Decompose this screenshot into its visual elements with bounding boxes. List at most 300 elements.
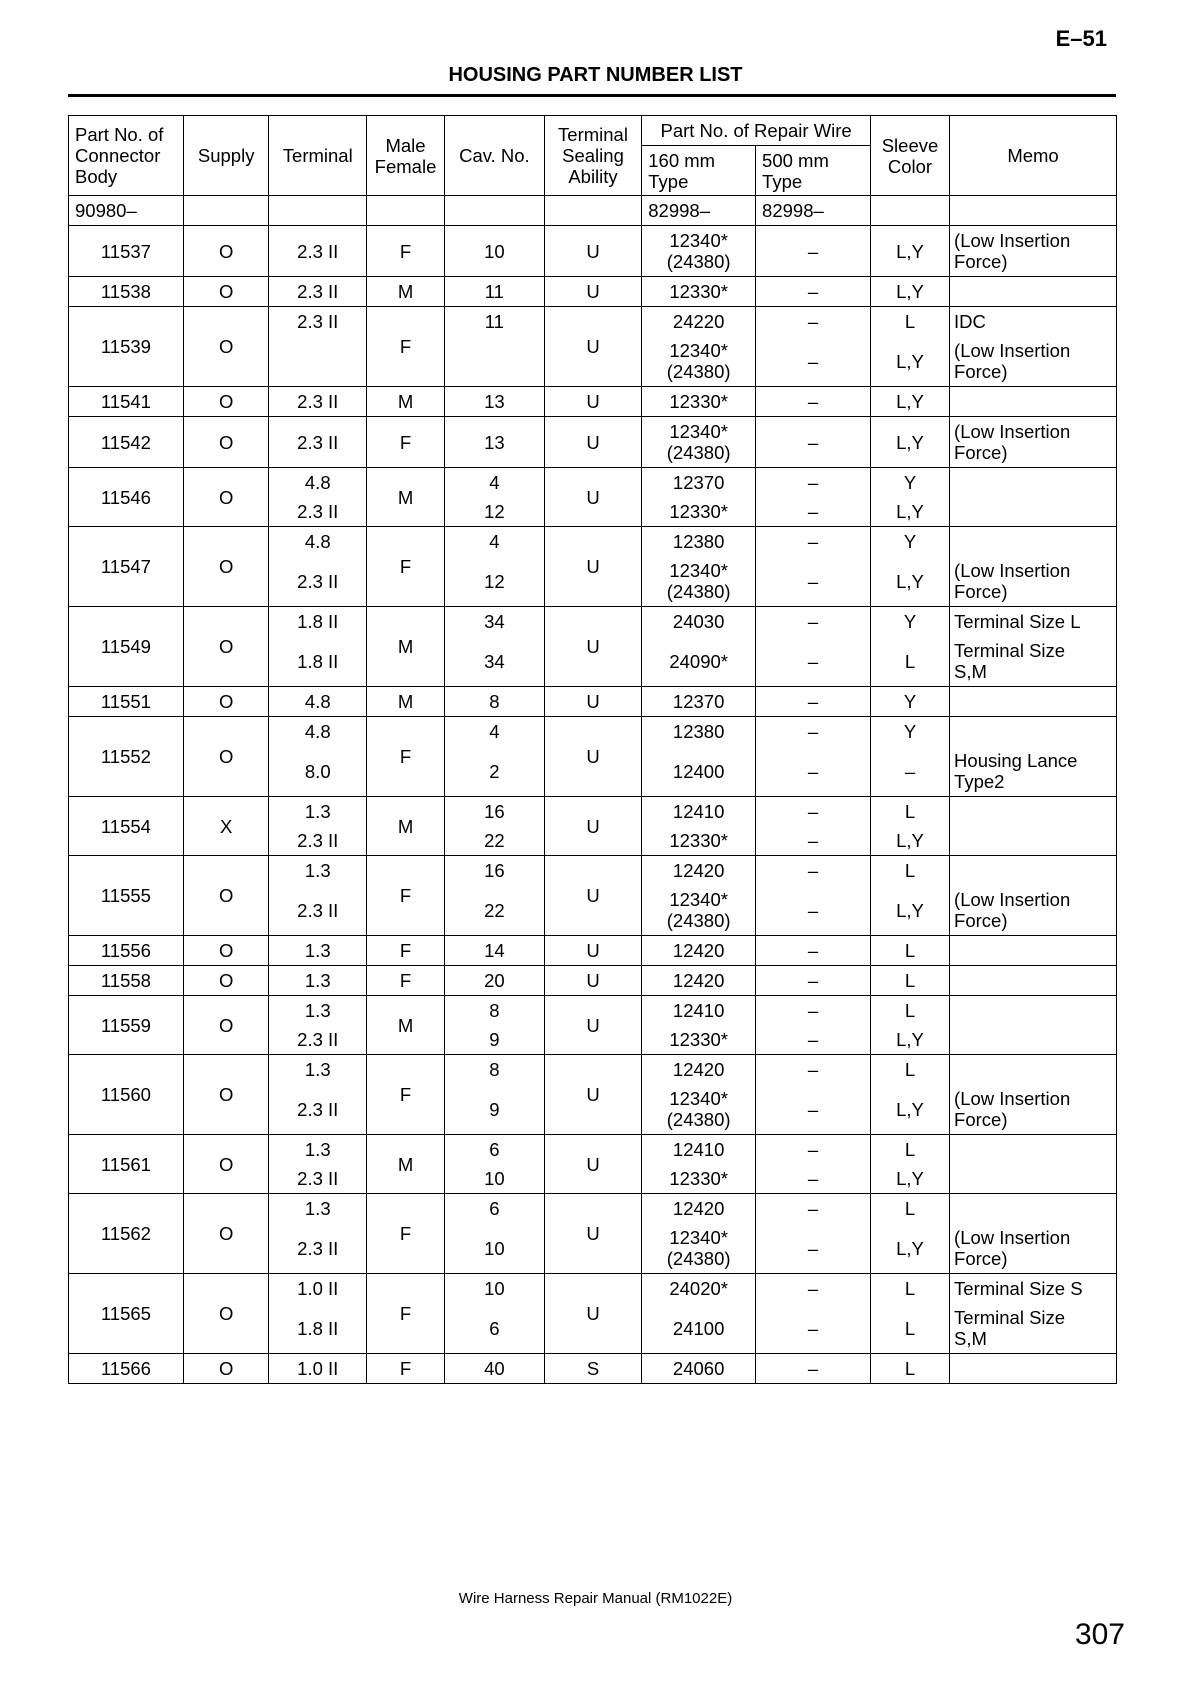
memo [954, 1025, 1112, 1054]
table-row [69, 307, 1117, 387]
wire-160: 24090* [669, 650, 728, 672]
terminal-cell [269, 687, 367, 717]
male-female: M [367, 1135, 445, 1194]
male-female: M [367, 277, 445, 307]
wire-500: – [807, 611, 819, 632]
wire-160: 12410 [672, 1000, 725, 1021]
male-female: M [367, 996, 445, 1055]
terminal: 2.3 II [297, 899, 339, 921]
sleeve-color: L [904, 1358, 916, 1379]
page-number: 307 [1074, 1618, 1125, 1651]
title-rule [68, 94, 1116, 97]
male-female: M [367, 687, 445, 717]
terminal-cell [269, 307, 367, 387]
cav-no: 22 [484, 830, 505, 851]
wire-160-cell [642, 1194, 756, 1274]
wire-500: – [807, 431, 819, 453]
memo [954, 687, 1112, 716]
table-row [69, 687, 1117, 717]
cav-no: 13 [484, 431, 505, 453]
wire-160: 12340* (24380) [666, 560, 731, 602]
terminal-cell [269, 607, 367, 687]
wire-160: 12330* [669, 1029, 728, 1050]
prefix-cell [183, 196, 269, 226]
terminal: 1.0 II [297, 1358, 339, 1379]
wire-500: – [807, 1059, 819, 1080]
terminal: 1.8 II [297, 1317, 339, 1339]
memo: Terminal Size S,M [954, 1307, 1066, 1349]
table-row [69, 936, 1117, 966]
wire-500-cell [756, 527, 871, 607]
wire-160: 12340* (24380) [666, 889, 731, 931]
terminal-cell [269, 966, 367, 996]
housing-part-table [68, 115, 1117, 1384]
wire-160-prefix: 82998– [642, 196, 756, 226]
male-female: M [367, 468, 445, 527]
memo: Terminal Size S [954, 1278, 1083, 1299]
sealing-ability: U [544, 1135, 642, 1194]
terminal: 2.3 II [297, 570, 339, 592]
wire-500-cell [756, 607, 871, 687]
wire-160-cell [642, 417, 756, 468]
terminal: 8.0 [304, 760, 331, 782]
cav-no-cell [445, 856, 545, 936]
part-number: 11549 [69, 607, 184, 687]
wire-500: – [807, 311, 819, 332]
supply: O [183, 417, 269, 468]
cav-no-cell [445, 1135, 545, 1194]
terminal-cell [269, 527, 367, 607]
wire-500: – [807, 1139, 819, 1160]
cav-no: 6 [489, 1317, 500, 1339]
memo-cell [950, 226, 1117, 277]
terminal: 4.8 [304, 691, 331, 712]
wire-160: 12340* (24380) [666, 340, 731, 382]
male-female: F [367, 966, 445, 996]
male-female: M [367, 607, 445, 687]
sealing-ability: U [544, 1055, 642, 1135]
memo [954, 1135, 1112, 1164]
sleeve-color: L,Y [896, 1237, 924, 1259]
memo-cell [950, 996, 1117, 1055]
wire-160-cell [642, 936, 756, 966]
header-memo: Memo [950, 116, 1117, 196]
memo: (Low Insertion Force) [954, 1088, 1071, 1130]
wire-500: – [807, 940, 819, 961]
sealing-ability: U [544, 387, 642, 417]
sleeve-color: L [904, 1059, 916, 1080]
table-row [69, 1055, 1117, 1135]
wire-160-cell [642, 1055, 756, 1135]
footer-manual: Wire Harness Repair Manual (RM1022E) [458, 1590, 733, 1607]
sleeve-color: L,Y [896, 240, 924, 262]
sleeve-color: L [904, 1317, 916, 1339]
wire-500-cell [756, 468, 871, 527]
sleeve-color: L,Y [896, 830, 924, 851]
memo-cell [950, 387, 1117, 417]
memo-cell [950, 687, 1117, 717]
header-supply: Supply [183, 116, 269, 196]
wire-160-cell [642, 996, 756, 1055]
cav-no-cell [445, 1055, 545, 1135]
part-number: 11558 [69, 966, 184, 996]
prefix-cell [367, 196, 445, 226]
part-number: 11561 [69, 1135, 184, 1194]
cav-no-cell [445, 277, 545, 307]
supply: O [183, 687, 269, 717]
sleeve-color-cell [870, 527, 949, 607]
sealing-ability: U [544, 856, 642, 936]
sealing-ability: U [544, 307, 642, 387]
wire-160-cell [642, 1135, 756, 1194]
male-female: F [367, 226, 445, 277]
sealing-ability: U [544, 797, 642, 856]
wire-500: – [807, 281, 819, 302]
memo-cell [950, 1274, 1117, 1354]
table-row [69, 1194, 1117, 1274]
memo-cell [950, 307, 1117, 387]
sleeve-color-cell [870, 687, 949, 717]
terminal-cell [269, 1135, 367, 1194]
wire-160: 24220 [672, 311, 725, 332]
wire-500: – [807, 650, 819, 672]
male-female: F [367, 936, 445, 966]
memo [954, 497, 1112, 526]
sealing-ability: U [544, 936, 642, 966]
wire-500: – [807, 721, 819, 742]
wire-160: 12410 [672, 1139, 725, 1160]
cav-no-cell [445, 468, 545, 527]
sleeve-color: L [904, 1000, 916, 1021]
memo: (Low Insertion Force) [954, 889, 1071, 931]
wire-500: – [807, 760, 819, 782]
wire-500-cell [756, 1194, 871, 1274]
cav-no-cell [445, 687, 545, 717]
terminal-cell [269, 856, 367, 936]
section-code: E–51 [1055, 26, 1107, 51]
sleeve-color: L,Y [896, 350, 924, 372]
wire-160-cell [642, 307, 756, 387]
sealing-ability: U [544, 966, 642, 996]
supply: O [183, 1135, 269, 1194]
sleeve-color-cell [870, 607, 949, 687]
sleeve-color-cell [870, 856, 949, 936]
terminal: 4.8 [304, 531, 331, 552]
wire-160: 12330* [669, 1168, 728, 1189]
sleeve-color-cell [870, 996, 949, 1055]
male-female: F [367, 717, 445, 797]
wire-500: – [807, 1198, 819, 1219]
cav-no: 34 [484, 611, 505, 632]
header-wire-160: 160 mm Type [642, 146, 756, 196]
memo-cell [950, 417, 1117, 468]
memo: (Low Insertion Force) [954, 1227, 1071, 1269]
sleeve-color: L [904, 1278, 916, 1299]
cav-no [449, 336, 540, 386]
sleeve-color-cell [870, 966, 949, 996]
memo [954, 996, 1112, 1025]
sealing-ability: S [544, 1354, 642, 1384]
cav-no: 11 [484, 281, 504, 302]
wire-500-cell [756, 226, 871, 277]
memo [954, 717, 1112, 746]
table-row [69, 527, 1117, 607]
table-row [69, 856, 1117, 936]
wire-500-cell [756, 387, 871, 417]
wire-500-prefix: 82998– [756, 196, 871, 226]
supply: O [183, 966, 269, 996]
wire-500-cell [756, 996, 871, 1055]
terminal-cell [269, 417, 367, 468]
sleeve-color: L,Y [896, 570, 924, 592]
terminal-cell [269, 226, 367, 277]
terminal: 1.3 [304, 1198, 331, 1219]
terminal: 2.3 II [297, 830, 339, 851]
wire-160: 24020* [669, 1278, 728, 1299]
wire-500-cell [756, 277, 871, 307]
page-title: HOUSING PART NUMBER LIST [448, 64, 743, 86]
memo [954, 797, 1112, 826]
sleeve-color: Y [903, 721, 917, 742]
sleeve-color: L [904, 801, 916, 822]
wire-160: 24060 [672, 1358, 725, 1379]
sleeve-color: L [904, 860, 916, 881]
wire-500: – [807, 970, 819, 991]
memo: IDC [954, 311, 986, 332]
cav-no: 8 [489, 1000, 500, 1021]
supply: O [183, 387, 269, 417]
wire-500: – [807, 1278, 819, 1299]
sealing-ability: U [544, 687, 642, 717]
part-number: 11565 [69, 1274, 184, 1354]
wire-160-cell [642, 468, 756, 527]
wire-500: – [807, 350, 819, 372]
wire-500: – [807, 801, 819, 822]
part-number: 11546 [69, 468, 184, 527]
header-wire-500: 500 mm Type [756, 146, 871, 196]
sleeve-color-cell [870, 307, 949, 387]
wire-500-cell [756, 687, 871, 717]
part-number: 11559 [69, 996, 184, 1055]
cav-no-cell [445, 387, 545, 417]
terminal: 1.3 [304, 940, 331, 961]
cav-no-cell [445, 996, 545, 1055]
supply: O [183, 607, 269, 687]
terminal: 2.3 II [297, 1098, 339, 1120]
header-male-female: Male Female [367, 116, 445, 196]
terminal-cell [269, 996, 367, 1055]
cav-no-cell [445, 1274, 545, 1354]
wire-500: – [807, 830, 819, 851]
wire-500-cell [756, 307, 871, 387]
wire-160: 12420 [672, 1198, 725, 1219]
terminal: 4.8 [304, 721, 331, 742]
male-female: F [367, 307, 445, 387]
male-female: F [367, 1194, 445, 1274]
terminal: 2.3 II [297, 281, 339, 302]
memo [954, 856, 1112, 885]
header-cav-no: Cav. No. [445, 116, 545, 196]
memo-cell [950, 468, 1117, 527]
cav-no: 13 [484, 391, 505, 412]
prefix-cell [544, 196, 642, 226]
male-female: F [367, 856, 445, 936]
part-number: 11556 [69, 936, 184, 966]
supply: O [183, 717, 269, 797]
cav-no-cell [445, 1194, 545, 1274]
cav-no: 20 [484, 970, 505, 991]
wire-500-cell [756, 936, 871, 966]
cav-no: 10 [484, 1168, 505, 1189]
memo-cell [950, 1055, 1117, 1135]
table-row [69, 717, 1117, 797]
memo [954, 936, 1112, 965]
supply: O [183, 856, 269, 936]
table-row [69, 966, 1117, 996]
wire-500-cell [756, 717, 871, 797]
male-female: M [367, 797, 445, 856]
sleeve-color-cell [870, 936, 949, 966]
header-part-no: Part No. of Connector Body [69, 116, 184, 196]
male-female: F [367, 1055, 445, 1135]
terminal-cell [269, 1274, 367, 1354]
wire-160: 12420 [672, 970, 725, 991]
male-female: M [367, 387, 445, 417]
memo [954, 826, 1112, 855]
cav-no: 12 [484, 570, 505, 592]
table-row [69, 797, 1117, 856]
cav-no: 10 [484, 240, 505, 262]
wire-500: – [807, 501, 819, 522]
sealing-ability: U [544, 277, 642, 307]
sleeve-color-cell [870, 1135, 949, 1194]
sleeve-color: L,Y [896, 281, 924, 302]
memo [954, 527, 1112, 556]
wire-160: 12330* [669, 501, 728, 522]
terminal: 2.3 II [297, 431, 339, 453]
cav-no-cell [445, 226, 545, 277]
terminal-cell [269, 1055, 367, 1135]
wire-500-cell [756, 1055, 871, 1135]
memo-cell [950, 1194, 1117, 1274]
part-number: 11552 [69, 717, 184, 797]
wire-500: – [807, 1000, 819, 1021]
cav-no-cell [445, 797, 545, 856]
terminal: 1.3 [304, 801, 331, 822]
terminal-cell [269, 468, 367, 527]
memo-cell [950, 936, 1117, 966]
sleeve-color-cell [870, 417, 949, 468]
memo: Terminal Size S,M [954, 640, 1066, 682]
supply: O [183, 226, 269, 277]
terminal: 4.8 [304, 472, 331, 493]
memo [954, 1354, 1112, 1383]
sealing-ability: U [544, 1194, 642, 1274]
terminal: 1.0 II [297, 1278, 339, 1299]
sleeve-color-cell [870, 1354, 949, 1384]
prefix-cell [870, 196, 949, 226]
supply: O [183, 277, 269, 307]
memo-cell [950, 797, 1117, 856]
table-row [69, 226, 1117, 277]
prefix-cell [445, 196, 545, 226]
wire-160: 12330* [669, 391, 728, 412]
sleeve-color-cell [870, 717, 949, 797]
sealing-ability: U [544, 417, 642, 468]
wire-160: 12340* (24380) [666, 1227, 731, 1269]
memo-cell [950, 607, 1117, 687]
memo: Terminal Size L [954, 611, 1081, 632]
sleeve-color: L,Y [896, 1029, 924, 1050]
wire-500: – [807, 472, 819, 493]
wire-160-cell [642, 277, 756, 307]
wire-160: 12420 [672, 860, 725, 881]
wire-500: – [807, 899, 819, 921]
wire-160: 12340* (24380) [666, 421, 731, 463]
part-number: 11551 [69, 687, 184, 717]
sleeve-color: L,Y [896, 899, 924, 921]
sleeve-color-cell [870, 797, 949, 856]
wire-160: 12380 [672, 531, 725, 552]
part-number: 11554 [69, 797, 184, 856]
cav-no-cell [445, 527, 545, 607]
header-sleeve: Sleeve Color [870, 116, 949, 196]
cav-no-cell [445, 1354, 545, 1384]
sealing-ability: U [544, 527, 642, 607]
wire-160: 12370 [672, 472, 725, 493]
header-terminal: Terminal [269, 116, 367, 196]
part-number: 11541 [69, 387, 184, 417]
table-row [69, 607, 1117, 687]
table-row [69, 387, 1117, 417]
prefix-cell [269, 196, 367, 226]
terminal: 1.8 II [297, 611, 339, 632]
cav-no: 22 [484, 899, 505, 921]
terminal-cell [269, 797, 367, 856]
memo-cell [950, 1135, 1117, 1194]
wire-160-cell [642, 856, 756, 936]
wire-500: – [807, 531, 819, 552]
wire-500-cell [756, 1135, 871, 1194]
sleeve-color: L [904, 1139, 916, 1160]
memo: (Low Insertion Force) [954, 560, 1071, 602]
part-number: 11566 [69, 1354, 184, 1384]
sleeve-color: Y [903, 691, 917, 712]
wire-160: 12420 [672, 1059, 725, 1080]
sealing-ability: U [544, 996, 642, 1055]
sealing-ability: U [544, 468, 642, 527]
cav-no: 11 [484, 311, 504, 332]
wire-160: 12420 [672, 940, 725, 961]
cav-no: 4 [489, 472, 500, 493]
wire-500-cell [756, 797, 871, 856]
wire-160-cell [642, 527, 756, 607]
terminal: 1.3 [304, 1139, 331, 1160]
prefix-row [69, 196, 1117, 226]
terminal-cell [269, 1194, 367, 1274]
wire-160: 12410 [672, 801, 725, 822]
male-female: F [367, 527, 445, 607]
cav-no-cell [445, 717, 545, 797]
memo-cell [950, 1354, 1117, 1384]
terminal-cell [269, 717, 367, 797]
wire-500: – [807, 391, 819, 412]
wire-500-cell [756, 966, 871, 996]
male-female: F [367, 1274, 445, 1354]
wire-160-cell [642, 226, 756, 277]
cav-no: 10 [484, 1278, 505, 1299]
wire-160-cell [642, 966, 756, 996]
